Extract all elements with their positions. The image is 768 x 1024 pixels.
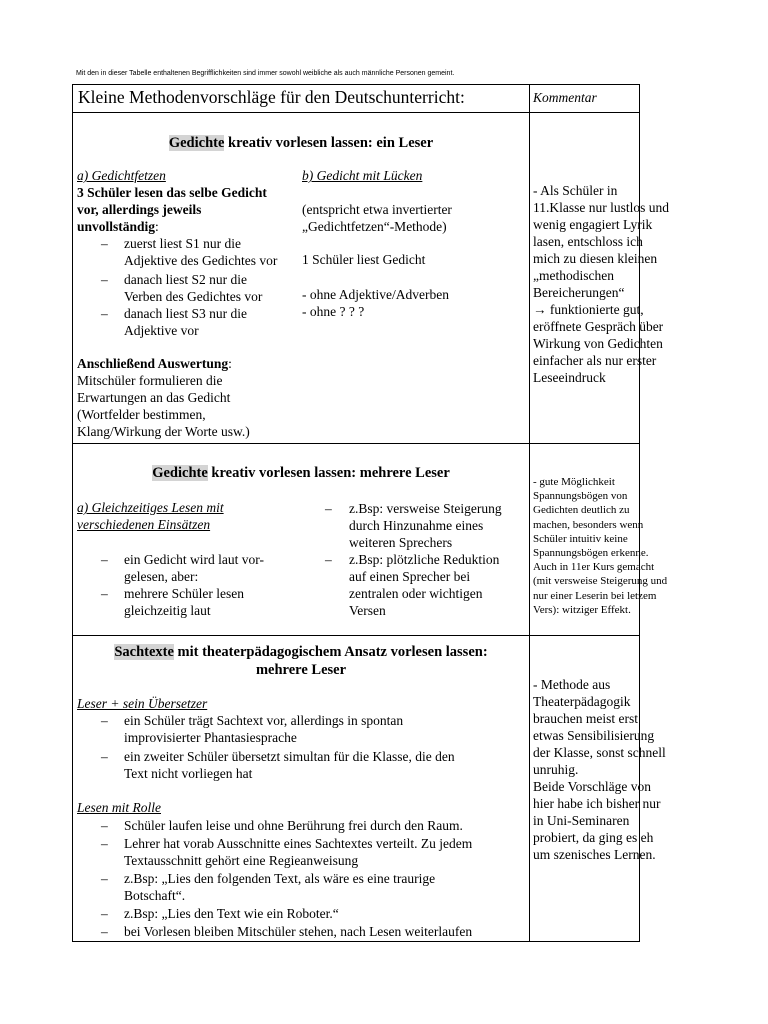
dash-bullet: –: [101, 924, 108, 939]
method-text: 1 Schüler liest Gedicht: [302, 252, 426, 267]
comment-text: - Als Schüler in: [533, 183, 618, 198]
list-item: durch Hinzunahme eines: [349, 518, 484, 533]
list-item: z.Bsp: „Lies den Text wie ein Roboter.“: [124, 906, 339, 921]
comment-text: machen, besonders wenn: [533, 519, 644, 531]
list-item: Lehrer hat vorab Ausschnitte eines Sachtextes verteilt. Zu jedem: [124, 836, 473, 851]
comment-text: Wirkung von Gedichten: [533, 336, 663, 351]
evaluation-text: Erwartungen an das Gedicht: [77, 390, 231, 405]
method-text: - ohne Adjektive/Adverben: [302, 287, 449, 302]
comment-text: in Uni-Seminaren: [533, 813, 630, 828]
method-title: verschiedenen Einsätzen: [77, 517, 211, 532]
list-item: zentralen oder wichtigen: [349, 586, 483, 601]
list-item: danach liest S3 nur die: [124, 306, 247, 321]
comment-text: → funktionierte gut,: [533, 302, 644, 317]
list-item: Versen: [349, 603, 386, 618]
method-title: b) Gedicht mit Lücken: [302, 168, 423, 183]
evaluation-text: Mitschüler formulieren die: [77, 373, 223, 388]
comment-text: Vers): witziger Effekt.: [533, 604, 631, 616]
list-item: ein Gedicht wird laut vor-: [124, 552, 264, 567]
list-item: z.Bsp: versweise Steigerung: [349, 501, 502, 516]
section-heading: mehrere Leser: [255, 662, 347, 678]
comment-text: - gute Möglichkeit: [533, 476, 615, 488]
comment-text: brauchen meist erst: [533, 711, 638, 726]
list-item: Schüler laufen leise und ohne Berührung frei durch den Raum.: [124, 818, 463, 833]
list-item: gleichzeitig laut: [124, 603, 211, 618]
section-heading: Gedichte kreativ vorlesen lassen: ein Leser: [168, 135, 434, 151]
dash-bullet: –: [325, 501, 332, 516]
dash-bullet: –: [101, 836, 108, 851]
method-title: a) Gleichzeitiges Lesen mit: [77, 500, 224, 515]
section-heading: Gedichte kreativ vorlesen lassen: mehrere Leser: [152, 465, 450, 481]
dash-bullet: –: [101, 236, 108, 251]
list-item: Verben des Gedichtes vor: [124, 289, 263, 304]
dash-bullet: –: [325, 552, 332, 567]
dash-bullet: –: [101, 586, 108, 601]
method-title: Lesen mit Rolle: [77, 800, 161, 815]
list-item: z.Bsp: „Lies den folgenden Text, als wäre es eine traurige: [124, 871, 436, 886]
comment-text: um szenisches Lernen.: [533, 847, 656, 862]
list-item: Botschaft“.: [124, 888, 186, 903]
comment-text: Bereicherungen“: [533, 285, 625, 300]
list-item: Adjektive vor: [124, 323, 199, 338]
evaluation-text: Klang/Wirkung der Worte usw.): [77, 424, 250, 439]
comment-text: - Methode aus: [533, 677, 611, 692]
method-text: (entspricht etwa invertierter: [302, 202, 452, 217]
list-item: Adjektive des Gedichtes vor: [124, 253, 278, 268]
list-item: Text nicht vorliegen hat: [124, 766, 253, 781]
column-divider: [529, 85, 530, 941]
comment-text: mich zu diesen kleinen: [533, 251, 658, 266]
comment-text: einfacher als nur erster: [533, 353, 657, 368]
method-text: - ohne ? ? ?: [302, 304, 365, 319]
dash-bullet: –: [101, 272, 108, 287]
evaluation-text: (Wortfelder bestimmen,: [77, 407, 206, 422]
comment-text: Schüler intuitiv keine: [533, 533, 628, 545]
comment-text: probiert, da ging es eh: [533, 830, 654, 845]
list-item: ein zweiter Schüler übersetzt simultan für die Klasse, die den: [124, 749, 455, 764]
dash-bullet: –: [101, 818, 108, 833]
comment-text: der Klasse, sonst schnell: [533, 745, 666, 760]
row-divider: [73, 635, 639, 636]
list-item: danach liest S2 nur die: [124, 272, 247, 287]
method-text: „Gedichtfetzen“-Methode): [302, 219, 447, 234]
dash-bullet: –: [101, 306, 108, 321]
list-item: ein Schüler trägt Sachtext vor, allerdings in spontan: [124, 713, 404, 728]
gender-note: Mit den in dieser Tabelle enthaltenen Begrifflichkeiten sind immer sowohl weibliche als auch männliche Personen gemeint.: [76, 70, 455, 77]
comment-text: eröffnete Gespräch über: [533, 319, 664, 334]
dash-bullet: –: [101, 713, 108, 728]
list-item: z.Bsp: plötzliche Reduktion: [349, 552, 500, 567]
dash-bullet: –: [101, 749, 108, 764]
comment-text: Gedichten deutlich zu: [533, 504, 630, 516]
dash-bullet: –: [101, 871, 108, 886]
list-item: bei Vorlesen bleiben Mitschüler stehen, nach Lesen weiterlaufen: [124, 924, 473, 939]
comment-text: Spannungsbögen von: [533, 490, 628, 502]
method-title: a) Gedichtfetzen: [77, 168, 166, 183]
comment-text: Theaterpädagogik: [533, 694, 631, 709]
method-description: 3 Schüler lesen das selbe Gedicht: [77, 185, 267, 200]
methods-table: [72, 84, 669, 942]
comment-text: „methodischen: [533, 268, 614, 283]
method-description: vor, allerdings jeweils: [77, 202, 202, 217]
method-description: unvollständig:: [77, 219, 159, 234]
comment-text: wenig engagiert Lyrik: [533, 217, 653, 232]
list-item: gelesen, aber:: [124, 569, 199, 584]
row-divider: [73, 443, 639, 444]
comment-text: (mit versweise Steigerung und: [533, 575, 668, 587]
method-title: Leser + sein Übersetzer: [77, 696, 208, 711]
dash-bullet: –: [101, 906, 108, 921]
list-item: zuerst liest S1 nur die: [124, 236, 241, 251]
list-item: auf einen Sprecher bei: [349, 569, 471, 584]
section-heading: Sachtexte mit theaterpädagogischem Ansatz vorlesen lassen:: [114, 644, 488, 660]
comment-text: etwas Sensibilisierung: [533, 728, 655, 743]
comment-text: hier habe ich bisher nur: [533, 796, 661, 811]
comment-text: Beide Vorschläge von: [533, 779, 651, 794]
table-title: Kleine Methodenvorschläge für den Deutschunterricht:: [78, 87, 465, 107]
comment-text: lasen, entschloss ich: [533, 234, 643, 249]
comment-text: nur einer Leserin bei letzem: [533, 590, 657, 602]
list-item: mehrere Schüler lesen: [124, 586, 244, 601]
list-item: weiteren Sprechers: [349, 535, 453, 550]
comment-text: Spannungsbögen erkenne.: [533, 547, 649, 559]
dash-bullet: –: [101, 552, 108, 567]
list-item: Textausschnitt gehört eine Regieanweisung: [124, 853, 359, 868]
comment-text: unruhig.: [533, 762, 579, 777]
row-divider: [73, 112, 639, 113]
comment-text: 11.Klasse nur lustlos und: [533, 200, 669, 215]
list-item: improvisierter Phantasiesprache: [124, 730, 297, 745]
comment-text: Leseeindruck: [533, 370, 606, 385]
evaluation-heading: Anschließend Auswertung:: [77, 356, 232, 371]
comment-header: Kommentar: [533, 90, 597, 105]
comment-text: Auch in 11er Kurs gemacht: [533, 561, 655, 573]
